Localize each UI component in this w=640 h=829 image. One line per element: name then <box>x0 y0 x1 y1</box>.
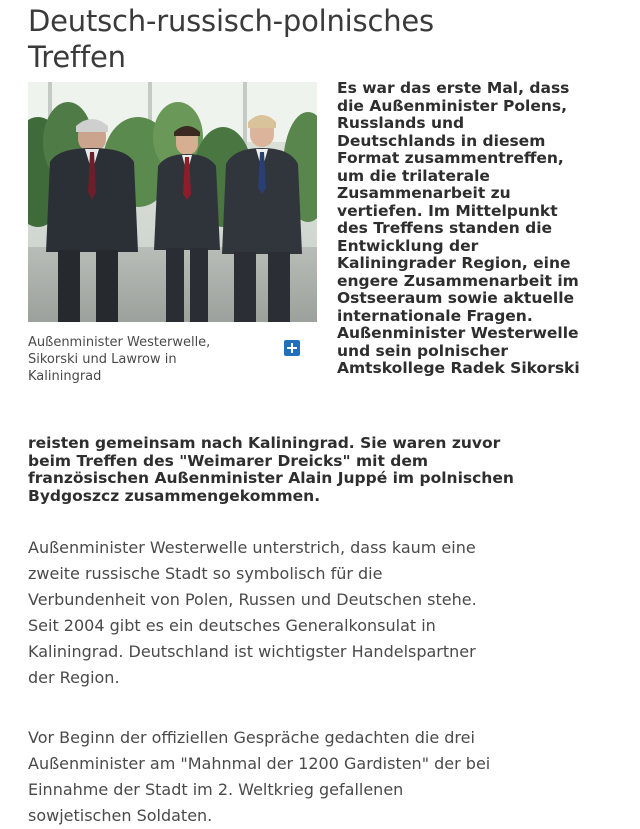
lead-line: beim Treffen des "Weimarer Dreicks" mit dem <box>28 451 429 470</box>
lead-line: Deutschlands in diesem <box>337 131 546 150</box>
caption-line: Sikorski und Lawrow in <box>28 352 177 367</box>
figure-caption-row <box>28 334 317 394</box>
body-paragraph <box>28 535 628 691</box>
paragraph-line: Seit 2004 gibt es ein deutsches Generalkonsulat in <box>28 616 436 635</box>
lead-text-full <box>28 435 628 505</box>
lead-text-right <box>337 80 627 378</box>
paragraph-line: Verbundenheit von Polen, Russen und Deutschen stehe. <box>28 590 477 609</box>
caption-line: Kaliningrad <box>28 369 102 384</box>
lead-line: französischen Außenminister Alain Juppé im polnischen <box>28 469 514 487</box>
article-figure <box>28 82 317 394</box>
zoom-plus-icon[interactable] <box>284 340 300 356</box>
paragraph-line: zweite russische Stadt so symbolisch für die <box>28 564 383 583</box>
lead-line: Format zusammentreffen, <box>337 149 564 167</box>
lead-line: Es war das erste Mal, dass <box>337 79 570 97</box>
paragraph-line: Außenminister am "Mahnmal der 1200 Gardisten" der bei <box>28 754 491 773</box>
title-line: Treffen <box>28 40 126 74</box>
lead-line: internationale Fragen. <box>337 306 533 325</box>
paragraph-line: Einnahme der Stadt im 2. Weltkrieg gefallenen <box>28 780 404 799</box>
lead-line: Entwicklung der <box>337 236 479 255</box>
lead-line: und sein polnischer <box>337 341 509 360</box>
body-paragraph <box>28 725 628 829</box>
title-line: Deutsch-russisch-polnisches <box>28 4 434 38</box>
caption-line: Außenminister Westerwelle, <box>28 335 211 350</box>
lead-line: Außenminister Westerwelle <box>337 324 579 342</box>
lead-line: Kaliningrader Region, eine <box>337 254 571 272</box>
paragraph-line: sowjetischen Soldaten. <box>28 806 213 825</box>
page-title <box>28 3 588 75</box>
lead-line: um die trilaterale <box>337 166 490 185</box>
lead-line: Bydgoszcz zusammengekommen. <box>28 486 321 505</box>
lead-line: des Treffens standen die <box>337 219 553 237</box>
lead-line: engere Zusammenarbeit im <box>337 271 579 290</box>
lead-line: vertiefen. Im Mittelpunkt <box>337 201 558 220</box>
lead-line: reisten gemeinsam nach Kaliningrad. Sie waren zuvor <box>28 434 501 452</box>
paragraph-line: der Region. <box>28 668 120 687</box>
lead-line: Amtskollege Radek Sikorski <box>337 359 580 377</box>
lead-line: Russlands und <box>337 114 465 132</box>
photo-caption <box>28 334 268 385</box>
lead-line: die Außenminister Polens, <box>337 96 568 115</box>
paragraph-line: Außenminister Westerwelle unterstrich, dass kaum eine <box>28 538 476 557</box>
paragraph-line: Kaliningrad. Deutschland ist wichtigster Handelspartner <box>28 642 476 661</box>
article-photo[interactable] <box>28 82 317 322</box>
lead-line: Zusammenarbeit zu <box>337 184 511 202</box>
lead-line: Ostseeraum sowie aktuelle <box>337 289 575 307</box>
paragraph-line: Vor Beginn der offiziellen Gespräche gedachten die drei <box>28 728 475 747</box>
